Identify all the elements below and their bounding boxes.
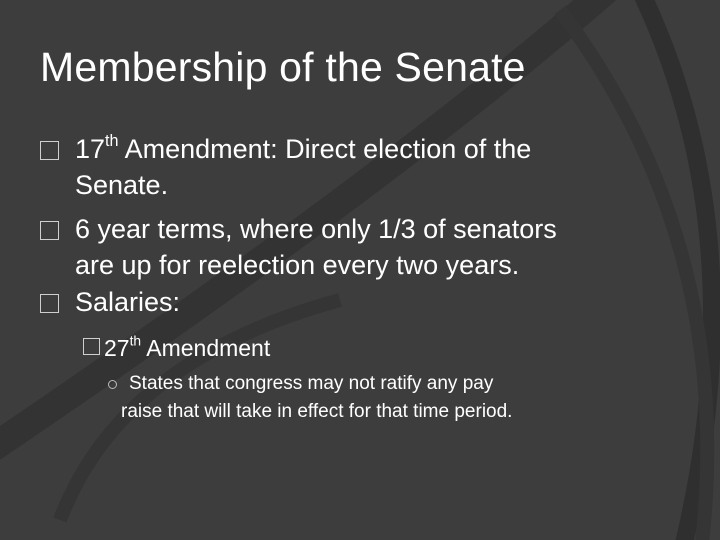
- bullet-3-line-1: Salaries:: [75, 287, 181, 317]
- bullet-box-icon: [40, 141, 59, 160]
- bullet-1-suffix: th: [105, 131, 119, 150]
- bullet-box-icon: [40, 294, 59, 313]
- sub-bullet-text: Amendment: [141, 335, 271, 361]
- sub-bullet-box-icon: [83, 338, 100, 355]
- slide-title: Membership of the Senate: [40, 44, 526, 90]
- bullet-1-text: Amendment: Direct election of the: [118, 134, 532, 164]
- bullet-2-line-1: 6 year terms, where only 1/3 of senators: [75, 214, 557, 244]
- circle-bullet-icon: [108, 380, 117, 389]
- sub-sub-bullet-line-1: States that congress may not ratify any pay: [129, 373, 494, 394]
- sub-bullet-line: [104, 335, 270, 362]
- sub-sub-bullet-line-2: raise that will take in effect for that time period.: [121, 401, 513, 422]
- bullet-1-line-1: [75, 131, 532, 165]
- bullet-box-icon: [40, 221, 59, 240]
- sub-bullet-suffix: th: [129, 333, 142, 349]
- sub-bullet-number: 27: [104, 335, 130, 361]
- bullet-2-line-2: are up for reelection every two years.: [75, 250, 520, 280]
- bullet-1-number: 17: [75, 134, 106, 164]
- bullet-1-line-2: Senate.: [75, 170, 169, 200]
